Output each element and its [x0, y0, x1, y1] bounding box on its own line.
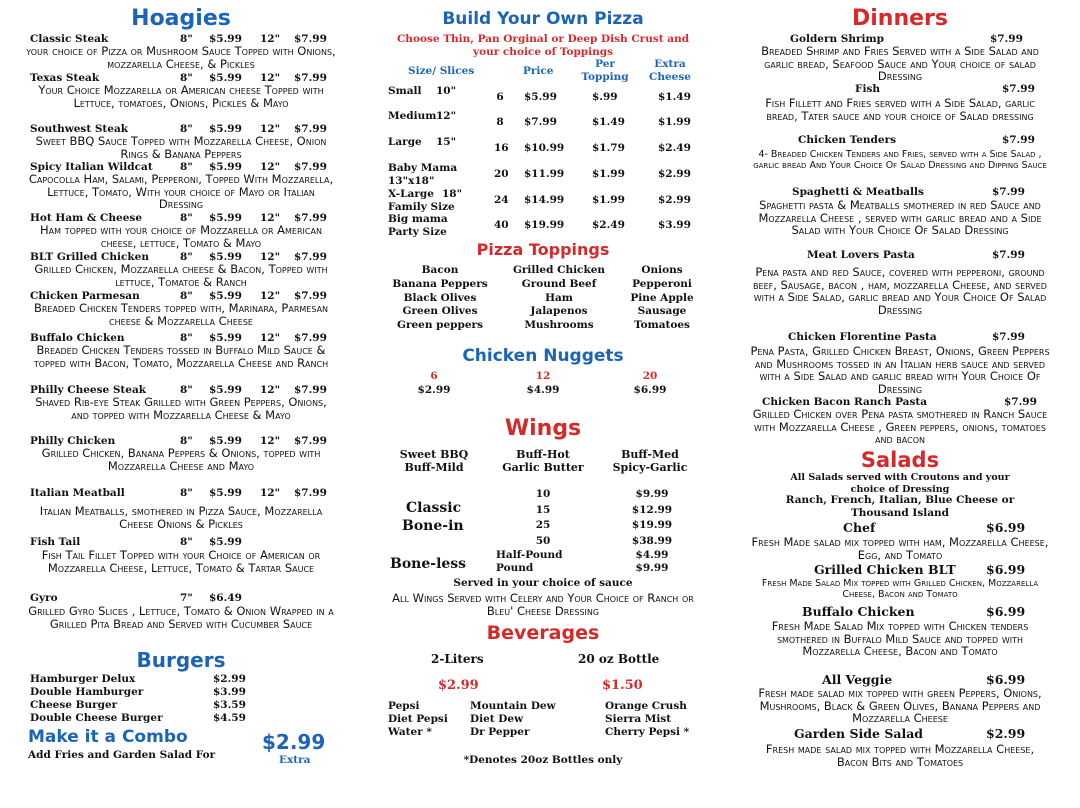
salad-name: Buffalo Chicken — [802, 604, 915, 619]
hoagie-name: Italian Meatball — [30, 487, 125, 499]
burger-name: Double Hamburger — [30, 686, 144, 698]
burger-price: $3.59 — [213, 699, 246, 711]
hoagie-size: 8" — [180, 161, 193, 173]
topping-item: Ground Beef — [521, 277, 597, 290]
wing-count: 25 — [535, 519, 551, 531]
pizza-per-topping: $1.99 — [592, 168, 625, 180]
pizza-size-name: Medium — [388, 110, 437, 122]
dinner-desc: Grilled Chicken over Pena pasta smothered in Ranch Sauce with Mozzarella Cheese , Green peppers, onions, tomatoes and bacon — [752, 407, 1048, 446]
pizza-size-inches: 15" — [436, 136, 457, 148]
hoagie-price: $5.99 — [209, 123, 242, 135]
liters-price: $2.99 — [438, 678, 479, 693]
hoagie-desc: Grilled Chicken, Banana Peppers & Onions, topped with Mozzarella Cheese and Mayo — [41, 446, 321, 473]
hoagie-size: 8" — [180, 435, 193, 447]
pizza-price: $11.99 — [524, 168, 565, 180]
hoagie-desc: Ham topped with your choice of Mozzarella or American cheese, lettuce, Tomato & Mayo — [40, 223, 322, 250]
burger-name: Cheese Burger — [30, 699, 118, 711]
hoagie-name: Hot Ham & Cheese — [30, 212, 142, 224]
pizza-per-topping: $2.49 — [592, 219, 625, 231]
pizza-price: $7.99 — [524, 116, 557, 128]
salad-desc: Fresh Made Salad Mix topped with Chicken tenders smothered in Buffalo Mild Sauce and topped with Mozzarella Cheese, Bacon and Tomato — [771, 619, 1029, 658]
pizza-size-sub: Party Size — [388, 226, 447, 238]
hoagie-size: 12" — [260, 290, 281, 302]
nugget-price: $2.99 — [417, 384, 451, 396]
nuggets-title: Chicken Nuggets — [462, 346, 624, 366]
dinner-name: Chicken Florentine Pasta — [788, 331, 937, 343]
pizza-slices: 8 — [496, 116, 504, 128]
salads-dressings: Ranch, French, Italian, Blue Cheese or Thousand Island — [785, 494, 1015, 519]
topping-item: Pepperoni — [632, 277, 692, 290]
salads-title: Salads — [860, 448, 940, 472]
salad-desc: Fresh made salad mix topped with green Peppers, Onions, Mushrooms, Black & Green Olives, Banana Peppers and Mozzarella Cheese — [758, 686, 1042, 725]
beverage-item: Orange Crush — [605, 700, 687, 712]
beverage-item: Diet Pepsi — [388, 713, 448, 725]
salad-desc: Fresh Made Salad Mix topped with Grilled Chicken, Mozzarella Cheese, Bacon and Tomato — [761, 578, 1039, 600]
pizza-size-inches: 13"x18" — [388, 175, 435, 187]
wing-flavor: Garlic Butter — [502, 461, 584, 474]
hoagie-size: 8" — [180, 123, 193, 135]
wing-price: $12.99 — [631, 503, 673, 516]
dinner-desc: 4- Breaded Chicken Tenders and Fries, served with a Side Salad , garlic bread And Your Choice Of Salad Dressing and Dipping Sauce — [753, 149, 1047, 171]
hoagie-price: $7.99 — [294, 212, 327, 224]
pizza-per-topping: $1.99 — [592, 194, 625, 206]
burger-price: $2.99 — [213, 673, 246, 685]
beverage-item: Sierra Mist — [605, 713, 672, 725]
hoagie-desc: your choice of Pizza or Mushroom Sauce Topped with Onions, mozzarella Cheese, & Pickles — [26, 44, 336, 71]
pizza-extra-cheese: $1.49 — [658, 91, 691, 103]
hoagie-size: 8" — [180, 251, 193, 263]
topping-item: Black Olives — [403, 291, 477, 304]
hoagie-desc: Fish Tail Fillet Topped with your Choice of American or Mozzarella Cheese, Lettuce, Tomato & Tartar Sauce — [41, 548, 321, 575]
hoagie-name: Texas Steak — [30, 72, 100, 84]
topping-item: Bacon — [421, 264, 459, 276]
wing-price: $9.99 — [635, 562, 669, 574]
hoagie-size: 8" — [180, 72, 193, 84]
wing-flavor: Buff-Med — [621, 448, 679, 461]
hoagie-size: 12" — [260, 251, 281, 263]
topping-item: Tomatoes — [634, 319, 690, 332]
hoagie-price: $5.99 — [209, 536, 242, 548]
wing-price: $38.99 — [631, 534, 673, 547]
dinner-price: $7.99 — [992, 186, 1025, 198]
dinner-desc: Pena Pasta, Grilled Chicken Breast, Onions, Green Peppers and Mushrooms tossed in an Italian herb sauce and served with a Side Salad and garlic bread with Your Choice Of Dressing — [750, 344, 1050, 396]
wings-boneless-label: Bone-less — [390, 556, 467, 572]
salad-desc: Fresh Made salad mix topped with ham, Mozzarella Cheese, Egg, and Tomato — [751, 535, 1049, 562]
hoagie-size: 8" — [180, 33, 193, 45]
hoagie-size: 8" — [180, 487, 193, 499]
salad-price: $2.99 — [986, 726, 1026, 741]
hoagie-size: 8" — [180, 290, 193, 302]
hoagie-price: $6.49 — [209, 592, 242, 604]
wings-title: Wings — [504, 416, 582, 441]
pizza-size-name: Big mama — [388, 213, 448, 225]
wing-price: $19.99 — [631, 519, 673, 531]
dinner-price: $7.99 — [992, 331, 1025, 343]
pizza-header-extra: Extra Cheese — [649, 58, 691, 83]
hoagie-size: 12" — [260, 384, 281, 396]
pizza-price: $5.99 — [524, 91, 557, 103]
hoagie-price: $5.99 — [209, 72, 242, 84]
pizza-size-inches: 12" — [436, 110, 457, 122]
hoagie-price: $7.99 — [294, 123, 327, 135]
dinner-price: $7.99 — [990, 33, 1023, 45]
hoagie-desc: Sweet BBQ Sauce Topped with Mozzarella Cheese, Onion Rings & Banana Peppers — [35, 134, 327, 161]
hoagie-price: $5.99 — [209, 384, 242, 396]
hoagie-name: Philly Chicken — [30, 435, 116, 447]
liters-label: 2-Liters — [431, 652, 484, 666]
dinner-name: Fish — [855, 83, 880, 95]
salad-name: Garden Side Salad — [794, 726, 924, 741]
hoagie-name: BLT Grilled Chicken — [30, 251, 149, 263]
pizza-price: $14.99 — [524, 194, 565, 206]
pizza-slices: 24 — [494, 194, 509, 206]
pizza-price: $19.99 — [524, 219, 565, 231]
wing-price: $4.99 — [635, 549, 669, 561]
salad-price: $6.99 — [986, 562, 1026, 577]
pizza-size-inches: 10" — [436, 85, 457, 97]
wing-flavor: Sweet BBQ — [399, 448, 469, 461]
hoagie-desc: Breaded Chicken Tenders tossed in Buffalo Mild Sauce & topped with Bacon, Tomato, Mozzarella Cheese and Ranch — [33, 343, 329, 370]
salads-intro: All Salads served with Croutons and your choice of Dressing — [790, 472, 1010, 495]
hoagie-size: 12" — [260, 123, 281, 135]
hoagie-name: Buffalo Chicken — [30, 332, 125, 344]
pizza-per-topping: $.99 — [592, 91, 618, 103]
hoagie-name: Chicken Parmesan — [30, 290, 140, 302]
pizza-extra-cheese: $1.99 — [658, 116, 691, 128]
dinner-name: Chicken Bacon Ranch Pasta — [762, 396, 928, 408]
beverage-item: Dr Pepper — [470, 726, 530, 738]
hoagie-size: 12" — [260, 487, 281, 499]
hoagie-desc: Your Choice Mozzarella or American cheese Topped with Lettuce, tomatoes, Onions, Pickles & Mayo — [38, 83, 324, 110]
hoagie-desc: Shaved Rib-eye Steak Grilled with Green Peppers, Onions, and topped with Mozzarella Cheese & Mayo — [35, 395, 327, 422]
nugget-count: 12 — [535, 370, 551, 382]
salad-price: $6.99 — [986, 604, 1026, 619]
hoagie-name: Southwest Steak — [30, 123, 129, 135]
hoagie-size: 12" — [260, 212, 281, 224]
pizza-header-size: Size/ Slices — [408, 65, 475, 77]
pizza-per-topping: $1.49 — [592, 116, 625, 128]
hoagie-price: $7.99 — [294, 251, 327, 263]
pizza-title: Build Your Own Pizza — [442, 9, 644, 29]
pizza-extra-cheese: $2.99 — [658, 168, 691, 180]
hoagie-desc: Grilled Gyro Slices , Lettuce, Tomato & Onion Wrapped in a Grilled Pita Bread and Served with Cucumber Sauce — [28, 604, 334, 631]
wing-flavor: Spicy-Garlic — [612, 461, 688, 474]
pizza-size-inches: 18" — [442, 188, 463, 200]
pizza-size-name: Small — [388, 85, 422, 97]
burger-name: Double Cheese Burger — [30, 712, 163, 724]
pizza-slices: 16 — [494, 142, 509, 154]
topping-item: Grilled Chicken — [512, 264, 606, 276]
hoagie-size: 12" — [260, 72, 281, 84]
hoagie-desc: Breaded Chicken Tenders topped with, Marinara, Parmesan cheese & Mozzarella Cheese — [33, 301, 329, 328]
pizza-size-sub: Family Size — [388, 201, 455, 213]
hoagie-size: 8" — [180, 212, 193, 224]
hoagie-size: 12" — [260, 33, 281, 45]
nugget-count: 20 — [642, 370, 658, 382]
hoagie-price: $5.99 — [209, 290, 242, 302]
topping-item: Ham — [545, 291, 573, 304]
bottle-price: $1.50 — [602, 678, 643, 693]
salad-price: $6.99 — [986, 520, 1026, 535]
wing-count: Pound — [496, 562, 534, 574]
hoagie-size: 12" — [260, 435, 281, 447]
pizza-size-name: Large — [388, 136, 422, 148]
salad-name: Chef — [843, 520, 876, 535]
dinner-price: $7.99 — [992, 249, 1025, 261]
hoagie-price: $7.99 — [294, 487, 327, 499]
wings-served: Served in your choice of sauce — [453, 577, 633, 589]
hoagie-price: $7.99 — [294, 332, 327, 344]
bottle-label: 20 oz Bottle — [578, 652, 660, 666]
hoagie-price: $5.99 — [209, 487, 242, 499]
hoagie-desc: Capocolla Ham, Salami, Pepperoni, Topped With Mozzarella, Lettuce, Tomato, With your choice of Mayo or Italian Dressing — [28, 172, 334, 211]
wing-count: 15 — [535, 503, 551, 516]
dinner-desc: Spaghetti pasta & Meatballs smothered in red Sauce and Mozzarella Cheese , served with garlic bread and a Side Salad with Your Choice Of Salad Dressing — [758, 198, 1042, 237]
beverages-title: Beverages — [486, 622, 600, 644]
dinner-price: $7.99 — [1004, 396, 1037, 408]
combo-extra: Extra — [279, 754, 311, 766]
topping-item: Green Olives — [402, 305, 478, 318]
pizza-slices: 6 — [496, 91, 504, 103]
dinner-desc: Breaded Shrimp and Fries Served with a Side Salad and garlic bread, Seafood Sauce and Your choice of salad Dressing — [761, 44, 1039, 83]
dinners-title: Dinners — [852, 6, 948, 31]
salad-name: All Veggie — [822, 672, 893, 687]
hoagie-size: 8" — [180, 536, 193, 548]
pizza-extra-cheese: $2.49 — [658, 142, 691, 154]
hoagie-price: $5.99 — [209, 251, 242, 263]
beverage-footnote: *Denotes 20oz Bottles only — [463, 754, 623, 766]
pizza-price: $10.99 — [524, 142, 565, 154]
hoagie-desc: Grilled Chicken, Mozzarella cheese & Bacon, Topped with lettuce, Tomatoe & Ranch — [34, 262, 328, 289]
combo-title: Make it a Combo — [28, 727, 188, 747]
burger-name: Hamburger Delux — [30, 673, 136, 685]
dinner-desc: Pena pasta and red Sauce, covered with pepperoni, ground beef, Sausage, bacon , ham, mozzarella Cheese, and served with a Side Salad, garlic bread and Your Choice Of Salad Dressing — [753, 265, 1047, 317]
pizza-slices: 40 — [494, 219, 509, 231]
hoagie-name: Spicy Italian Wildcat — [30, 161, 153, 173]
pizza-header-per: Per Topping — [581, 58, 629, 83]
hoagie-price: $7.99 — [294, 33, 327, 45]
nugget-price: $6.99 — [633, 384, 667, 396]
wing-count: Half-Pound — [496, 549, 563, 561]
dinner-price: $7.99 — [1002, 134, 1035, 146]
hoagie-price: $7.99 — [294, 72, 327, 84]
pizza-per-topping: $1.79 — [592, 142, 625, 154]
wings-classic-label: Classic — [406, 500, 462, 516]
hoagie-price: $7.99 — [294, 290, 327, 302]
salad-price: $6.99 — [986, 672, 1026, 687]
topping-item: Onions — [641, 264, 683, 276]
hoagie-size: 8" — [180, 332, 193, 344]
hoagie-name: Classic Steak — [30, 33, 109, 45]
nugget-price: $4.99 — [526, 384, 560, 396]
hoagie-price: $5.99 — [209, 332, 242, 344]
wings-note: All Wings Served with Celery and Your Choice of Ranch or Bleu' Cheese Dressing — [392, 591, 694, 618]
hoagie-desc: Italian Meatballs, smothered in Pizza Sauce, Mozzarella Cheese Onions & Pickles — [39, 504, 323, 531]
beverage-item: Pepsi — [388, 700, 420, 712]
pizza-header-price: Price — [523, 65, 554, 77]
dinner-name: Spaghetti & Meatballs — [792, 186, 924, 198]
combo-desc: Add Fries and Garden Salad For — [28, 749, 216, 761]
toppings-title: Pizza Toppings — [476, 240, 610, 259]
topping-item: Banana Peppers — [392, 277, 488, 290]
topping-item: Sausage — [637, 305, 687, 318]
hoagie-size: 7" — [180, 592, 193, 604]
beverage-item: Cherry Pepsi * — [605, 726, 690, 738]
wing-price: $9.99 — [635, 488, 669, 500]
wing-flavor: Buff-Hot — [516, 448, 570, 461]
hoagie-size: 8" — [180, 384, 193, 396]
pizza-size-name: Baby Mama — [388, 162, 458, 174]
hoagie-price: $7.99 — [294, 161, 327, 173]
hoagie-size: 12" — [260, 161, 281, 173]
wing-count: 50 — [535, 534, 551, 547]
topping-item: Mushrooms — [524, 319, 594, 332]
pizza-extra-cheese: $3.99 — [658, 219, 691, 231]
pizza-extra-cheese: $2.99 — [658, 194, 691, 206]
nugget-count: 6 — [430, 370, 438, 382]
wing-count: 10 — [535, 488, 551, 500]
wings-bonein-label: Bone-in — [402, 518, 464, 534]
dinner-name: Chicken Tenders — [798, 134, 897, 146]
dinner-price: $7.99 — [1002, 83, 1035, 95]
hoagie-price: $7.99 — [294, 384, 327, 396]
hoagie-name: Philly Cheese Steak — [30, 384, 147, 396]
pizza-size-name: X-Large — [388, 188, 434, 200]
topping-item: Pine Apple — [630, 291, 694, 304]
hoagie-size: 12" — [260, 332, 281, 344]
hoagie-name: Gyro — [30, 592, 58, 604]
hoagie-price: $5.99 — [209, 33, 242, 45]
hoagie-name: Fish Tail — [30, 536, 81, 548]
salad-desc: Fresh made salad mix topped with Mozzarella Cheese, Bacon Bits and Tomatoes — [765, 742, 1035, 769]
beverage-item: Water * — [388, 726, 432, 738]
burger-price: $3.99 — [213, 686, 246, 698]
hoagie-price: $5.99 — [209, 435, 242, 447]
topping-item: Jalapenos — [530, 305, 588, 318]
dinner-name: Meat Lovers Pasta — [807, 249, 915, 261]
burgers-title: Burgers — [136, 648, 226, 672]
dinner-name: Goldern Shrimp — [790, 33, 884, 45]
beverage-item: Mountain Dew — [470, 700, 556, 712]
salad-name: Grilled Chicken BLT — [814, 562, 956, 577]
hoagies-title: Hoagies — [131, 6, 231, 31]
dinner-desc: Fish Fillett and Fries served with a Side Salad, garlic bread, Tater sauce and your choice of Salad dressing — [765, 96, 1035, 123]
burger-price: $4.59 — [213, 712, 246, 724]
beverage-item: Diet Dew — [470, 713, 524, 725]
combo-price: $2.99 — [262, 730, 326, 754]
pizza-subtitle: Choose Thin, Pan Orginal or Deep Dish Crust and your choice of Toppings — [396, 33, 690, 58]
hoagie-price: $7.99 — [294, 435, 327, 447]
pizza-slices: 20 — [494, 168, 509, 180]
topping-item: Green peppers — [397, 319, 483, 332]
hoagie-price: $5.99 — [209, 161, 242, 173]
hoagie-price: $5.99 — [209, 212, 242, 224]
wing-flavor: Buff-Mild — [404, 461, 464, 474]
